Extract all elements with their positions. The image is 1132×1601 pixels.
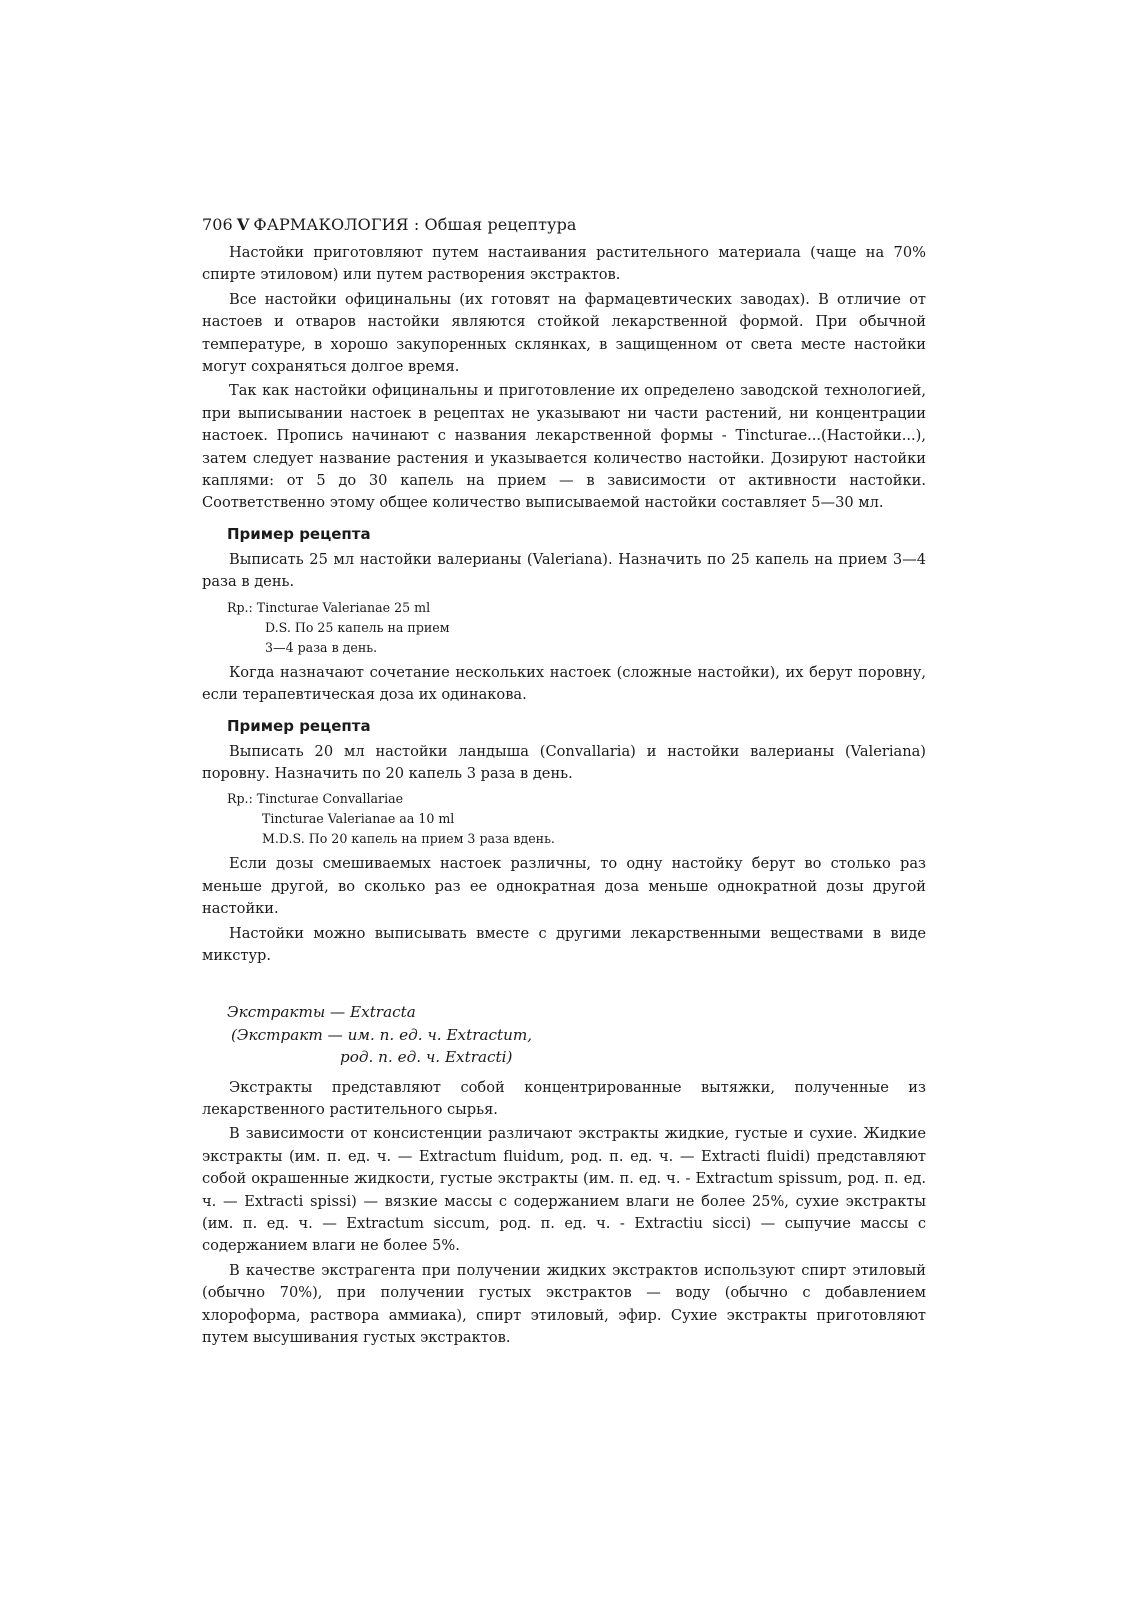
page-number: 706	[202, 215, 233, 234]
running-head-title: ФАРМАКОЛОГИЯ : Обшая рецептура	[253, 215, 577, 234]
paragraph-different-doses: Если дозы смешиваемых настоек различны, то одну настойку берут во столько раз меньше другой, во сколько раз ее однократная доза меньше однократной дозы другой настойки.	[202, 855, 926, 918]
example-2-task: Выписать 20 мл настойки ландыша (Convallaria) и настойки валерианы (Valeriana) поровну. Назначить по 20 капель 3 раза в день.	[202, 742, 926, 782]
paragraph-tinctures-officinal: Все настойки официнальны (их готовят на фармацевтических заводах). В отличие от настоев и отваров настойки являются стойкой лекарственной формой. При обычной температуре, в хорошо закупоренных склянках, в защищенном от света месте настойки могут сохраняться долгое время.	[202, 290, 926, 376]
recipe-1-line-1: Rp.: Tincturae Valerianae 25 ml	[227, 599, 431, 615]
extracts-title-line-1: Экстракты — Extracta	[227, 1003, 416, 1022]
running-head	[202, 214, 926, 236]
paragraph-tinctures-preparation: Настойки приготовляют путем настаивания растительного материала (чаще на 70% спирте этиловом) или путем растворения экстрактов.	[202, 244, 926, 284]
paragraph-extracts-definition: Экстракты представляют собой концентрированные вытяжки, полученные из лекарственного растительного сырья.	[202, 1078, 926, 1118]
section-number: V	[236, 215, 250, 234]
example-heading-2: Пример рецепта	[227, 716, 371, 735]
recipe-2-line-3: M.D.S. По 20 капель на прием 3 раза вдень.	[262, 831, 555, 847]
example-heading-1: Пример рецепта	[227, 524, 371, 543]
extracts-section-title	[227, 1001, 926, 1068]
extracts-title-line-3: род. п. ед. ч. Extracti)	[340, 1048, 513, 1067]
extracts-title-line-2: (Экстракт — им. п. ед. ч. Extractum,	[231, 1025, 533, 1044]
recipe-1	[227, 598, 926, 658]
recipe-2-line-1: Rp.: Tincturae Convallariae	[227, 791, 404, 807]
paragraph-tinctures-prescribing: Так как настойки официнальны и приготовление их определено заводской технологией, при выписывании настоек в рецептах не указывают ни части растений, ни концентрации настоек. Пропись начинают с названия лекарственной формы - Tincturae...(Настойки...), затем следует название растения и указывается количество настойки. Дозируют настойки каплями: от 5 до 30 капель на прием — в зависимости от активности настойки. Соответственно этому общее количество выписываемой настойки составляет 5—30 мл.	[202, 382, 926, 512]
recipe-1-line-2: D.S. По 25 капель на прием	[265, 619, 450, 635]
example-1-task: Выписать 25 мл настойки валерианы (Valeriana). Назначить по 25 капель на прием 3—4 раза в день.	[202, 550, 926, 591]
paragraph-extracts-extragent: В качестве экстрагента при получении жидких экстрактов используют спирт этиловый (обычно 70%), при получении густых экстрактов — воду (обычно с добавлением хлороформа, раствора аммиака), спирт этиловый, эфир. Сухие экстракты приготовляют путем высушивания густых экстрактов.	[202, 1261, 926, 1347]
paragraph-mixtures: Настойки можно выписывать вместе с другими лекарственными веществами в виде микстур.	[202, 924, 926, 964]
recipe-2-line-2: Tincturae Valerianae aa 10 ml	[262, 811, 455, 827]
paragraph-extracts-consistency: В зависимости от консистенции различают экстракты жидкие, густые и сухие. Жидкие экстракты (им. п. ед. ч. — Extractum fluidum, род. п. ед. ч. — Extracti fluidi) представляют собой окрашенные жидкости, густые экстракты (им. п. ед. ч. - Extractum spissum, род. п. ед. ч. — Extracti spissi) — вязкие массы с содержанием влаги не более 25%, сухие экстракты (им. п. ед. ч. — Extractum siccum, род. п. ед. ч. - Extractiu sicci) — сыпучие массы с содержанием влаги не более 5%.	[202, 1125, 927, 1255]
book-page	[202, 214, 926, 1351]
paragraph-combination: Когда назначают сочетание нескольких настоек (сложные настойки), их берут поровну, если терапевтическая доза их одинакова.	[202, 663, 926, 704]
recipe-2	[227, 789, 926, 849]
recipe-1-line-3: 3—4 раза в день.	[265, 639, 378, 655]
